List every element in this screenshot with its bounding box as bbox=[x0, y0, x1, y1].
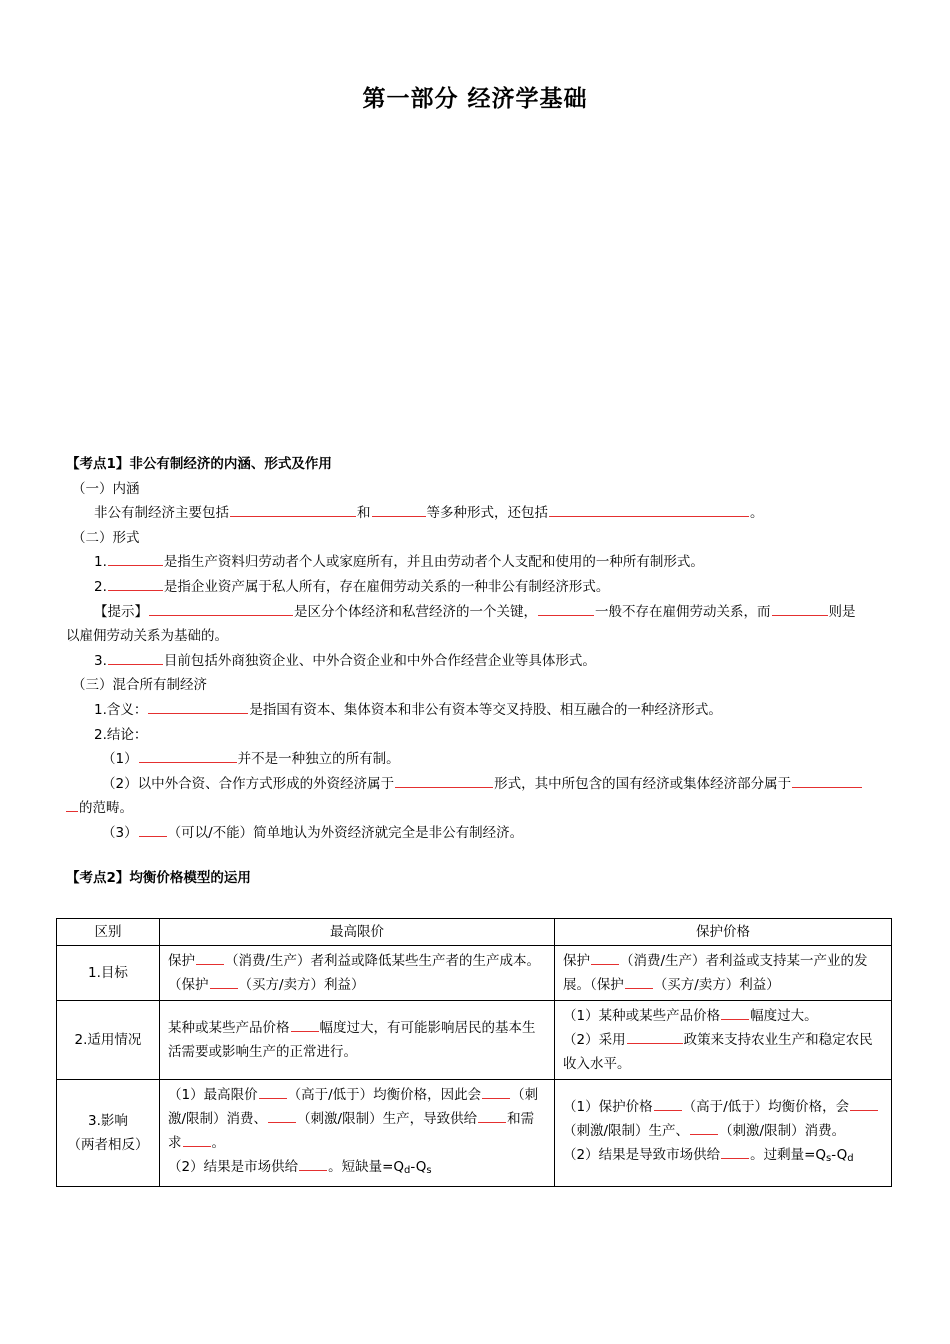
blank[interactable] bbox=[268, 1107, 296, 1123]
text: 幅度过大。 bbox=[750, 1008, 818, 1024]
text: 是区分个体经济和私营经济的一个关键， bbox=[294, 603, 537, 620]
text: 一般不存在雇佣劳动关系，而 bbox=[595, 603, 771, 620]
blank[interactable] bbox=[591, 949, 619, 965]
row-label-line: （两者相反） bbox=[67, 1137, 149, 1153]
form-line-3 bbox=[66, 649, 886, 674]
subheading-connotation: （一）内涵 bbox=[72, 480, 140, 497]
blank[interactable] bbox=[721, 1004, 749, 1020]
blank[interactable] bbox=[66, 796, 78, 812]
blank[interactable] bbox=[183, 1131, 211, 1147]
blank[interactable] bbox=[291, 1016, 319, 1032]
text: 政策来支持农业生产和稳定农民收入水平。 bbox=[563, 1032, 873, 1072]
cell-line bbox=[168, 1155, 546, 1183]
conclusion-3 bbox=[66, 821, 886, 846]
blank[interactable] bbox=[395, 772, 493, 788]
text: 则是 bbox=[828, 603, 856, 620]
blank[interactable] bbox=[259, 1083, 287, 1099]
form-line-2 bbox=[66, 575, 886, 600]
header-cell: 区别 bbox=[57, 919, 160, 946]
text: （3） bbox=[102, 824, 138, 841]
text: 目前包括外商独资企业、中外合资企业和中外合作经营企业等具体形式。 bbox=[163, 652, 596, 669]
text: 某种或某些产品价格 bbox=[168, 1020, 290, 1036]
table-cell bbox=[160, 1001, 555, 1080]
text: 3. bbox=[94, 652, 107, 669]
table-row bbox=[57, 1001, 892, 1080]
text: 1.含义： bbox=[94, 701, 148, 718]
text: 是指企业资产属于私人所有，存在雇佣劳动关系的一种非公有制经济形式。 bbox=[163, 578, 610, 595]
text: 和 bbox=[357, 505, 371, 522]
text: （2）采用 bbox=[563, 1032, 626, 1048]
text: 1. bbox=[94, 554, 107, 571]
connotation-line bbox=[66, 501, 886, 526]
row-label: 2.适用情况 bbox=[57, 1001, 160, 1080]
table-header-row bbox=[57, 919, 892, 946]
text: -Q bbox=[410, 1159, 427, 1175]
blank[interactable] bbox=[299, 1155, 327, 1171]
table-cell bbox=[160, 946, 555, 1001]
text: （2）结果是导致市场供给 bbox=[563, 1147, 721, 1163]
header-cell: 最高限价 bbox=[160, 919, 555, 946]
text: （消费/生产）者利益或降低某些生产者的生产成本。（保护 bbox=[168, 953, 541, 993]
blank[interactable] bbox=[139, 747, 237, 763]
blank[interactable] bbox=[625, 973, 653, 989]
page-title: 第一部分 经济学基础 bbox=[362, 86, 588, 112]
spacer bbox=[66, 846, 886, 862]
table-cell bbox=[160, 1080, 555, 1187]
header-cell: 保护价格 bbox=[555, 919, 892, 946]
blank[interactable] bbox=[108, 550, 163, 566]
blank[interactable] bbox=[482, 1083, 510, 1099]
section-1-heading: 【考点1】非公有制经济的内涵、形式及作用 bbox=[66, 456, 332, 472]
blank[interactable] bbox=[108, 649, 163, 665]
text: （1）最高限价 bbox=[168, 1087, 258, 1103]
text: 。 bbox=[211, 1135, 225, 1151]
row-label-line: 3.影响 bbox=[88, 1113, 128, 1129]
blank[interactable] bbox=[850, 1095, 878, 1111]
table-cell bbox=[555, 1080, 892, 1187]
subheading-mixed: （三）混合所有制经济 bbox=[72, 677, 207, 694]
subscript: s bbox=[826, 1153, 832, 1164]
cell-line bbox=[563, 1028, 883, 1076]
text: -Q bbox=[831, 1147, 848, 1163]
text: 等多种形式，还包括 bbox=[426, 505, 548, 522]
price-policy-table bbox=[56, 918, 892, 1187]
text: （买方/卖方）利益） bbox=[653, 977, 780, 993]
text: 幅度过大，有可能影响居民的基本生活需要或影响生产的正常进行。 bbox=[168, 1020, 536, 1060]
text: （刺激/限制）消费。 bbox=[719, 1123, 846, 1139]
text: 保护 bbox=[168, 953, 195, 969]
cell-line bbox=[563, 1004, 883, 1028]
mixed-conclusion-label: 2.结论： bbox=[94, 726, 148, 743]
subscript: d bbox=[404, 1165, 411, 1176]
text: （2）结果是市场供给 bbox=[168, 1159, 299, 1175]
blank[interactable] bbox=[210, 973, 238, 989]
text: 是指国有资本、集体资本和非公有资本等交叉持股、相互融合的一种经济形式。 bbox=[249, 701, 722, 718]
text: （刺激/限制）生产、 bbox=[563, 1123, 690, 1139]
cell-line bbox=[168, 1083, 546, 1155]
row-label bbox=[57, 1080, 160, 1187]
table-row bbox=[57, 946, 892, 1001]
text: （高于/低于）均衡价格，会 bbox=[682, 1099, 850, 1115]
subscript: s bbox=[426, 1165, 432, 1176]
text: 2. bbox=[94, 578, 107, 595]
conclusion-2-continued bbox=[66, 796, 886, 821]
conclusion-2 bbox=[66, 772, 886, 797]
text: 。短缺量=Q bbox=[328, 1159, 405, 1175]
blank[interactable] bbox=[772, 600, 828, 616]
blank[interactable] bbox=[478, 1107, 506, 1123]
section-2-heading: 【考点2】均衡价格模型的运用 bbox=[66, 869, 251, 886]
subheading-forms: （二）形式 bbox=[72, 529, 140, 546]
blank[interactable] bbox=[139, 821, 167, 837]
blank[interactable] bbox=[108, 575, 163, 591]
cell-line bbox=[563, 1095, 883, 1143]
table-cell bbox=[555, 1001, 892, 1080]
blank[interactable] bbox=[654, 1095, 682, 1111]
text: （消费/生产）者利益或支持某一产业的发展。（保护 bbox=[563, 953, 868, 993]
subscript: d bbox=[847, 1153, 854, 1164]
text: （可以/不能）简单地认为外资经济就完全是非公有制经济。 bbox=[167, 824, 524, 841]
blank[interactable] bbox=[148, 698, 248, 714]
text: 非公有制经济主要包括 bbox=[94, 505, 229, 522]
tip-label: 【提示】 bbox=[94, 603, 148, 620]
blank[interactable] bbox=[690, 1119, 718, 1135]
blank[interactable] bbox=[792, 772, 862, 788]
text: 并不是一种独立的所有制。 bbox=[237, 751, 400, 768]
section-1 bbox=[66, 452, 886, 890]
text: （1）某种或某些产品价格 bbox=[563, 1008, 721, 1024]
table-cell bbox=[555, 946, 892, 1001]
cell-line bbox=[563, 1143, 883, 1171]
text: 的范畴。 bbox=[79, 800, 133, 817]
text: 。 bbox=[750, 505, 764, 522]
mixed-definition bbox=[66, 698, 886, 723]
text: （高于/低于）均衡价格，因此会 bbox=[287, 1087, 482, 1103]
text: （买方/卖方）利益） bbox=[238, 977, 365, 993]
text: （刺激/限制）生产，导致供给 bbox=[297, 1111, 478, 1127]
text: （刺激/限制）消费、 bbox=[168, 1087, 539, 1127]
blank[interactable] bbox=[149, 600, 293, 616]
text: 是指生产资料归劳动者个人或家庭所有，并且由劳动者个人支配和使用的一种所有制形式。 bbox=[163, 554, 704, 571]
text: （1） bbox=[102, 751, 138, 768]
form-line-1 bbox=[66, 550, 886, 575]
row-label: 1.目标 bbox=[57, 946, 160, 1001]
blank[interactable] bbox=[721, 1143, 749, 1159]
text: 形式，其中所包含的国有经济或集体经济部分属于 bbox=[494, 775, 792, 792]
table-row bbox=[57, 1080, 892, 1187]
blank[interactable] bbox=[372, 501, 426, 517]
blank[interactable] bbox=[549, 501, 749, 517]
blank[interactable] bbox=[627, 1028, 683, 1044]
blank[interactable] bbox=[230, 501, 356, 517]
blank[interactable] bbox=[196, 949, 224, 965]
text: （1）保护价格 bbox=[563, 1099, 653, 1115]
tip-line bbox=[66, 600, 886, 625]
tip-line-continued: 以雇佣劳动关系为基础的。 bbox=[66, 628, 228, 645]
conclusion-1 bbox=[66, 747, 886, 772]
text: （2）以中外合资、合作方式形成的外资经济属于 bbox=[102, 775, 395, 792]
blank[interactable] bbox=[538, 600, 594, 616]
text: 。过剩量=Q bbox=[750, 1147, 827, 1163]
text: 保护 bbox=[563, 953, 590, 969]
text: 和需求 bbox=[168, 1111, 535, 1151]
